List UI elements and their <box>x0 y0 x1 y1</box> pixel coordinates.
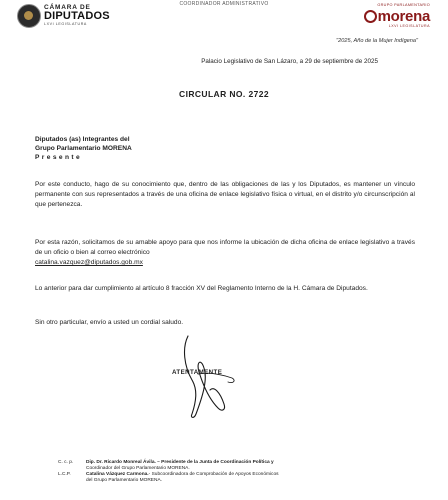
contact-email-link[interactable]: catalina.vazquez@diputados.gob.mx <box>35 259 143 266</box>
ccp-name-1: Dip. Dr. Ricardo Monreal Ávila. – Presidente de la Junta de Coordinación Política y <box>86 460 274 465</box>
camara-logo-main: DIPUTADOS <box>44 10 110 23</box>
addressee-line1: Diputados (as) Integrantes del <box>35 136 130 143</box>
header-top-label: COORDINADOR ADMINISTRATIVO <box>179 1 269 7</box>
ccp-line-2b: del Grupo Parlamentario MORENA. <box>86 478 162 483</box>
chamber-seal-icon <box>17 4 41 28</box>
ccp-role-2: - Subcoordinadora de Comprobación de Apoyos Económicos <box>148 472 279 477</box>
morena-logo-sub: LXVI LEGISLATURA <box>388 23 430 28</box>
circular-number: CIRCULAR NO. 2722 <box>179 89 269 99</box>
camara-diputados-logo <box>17 4 110 28</box>
closing-atentamente: ATENTAMENTE <box>172 369 223 376</box>
addressee-block <box>35 135 132 162</box>
morena-logo-top: GRUPO PARLAMENTARIO <box>377 3 430 7</box>
camara-logo-text <box>44 5 110 27</box>
place-date: Palacio Legislativo de San Lázaro, a 29 de septiembre de 2025 <box>201 58 378 65</box>
camara-logo-sub: LXVI LEGISLATURA <box>44 22 87 27</box>
ccp-block <box>58 460 279 484</box>
body-paragraph-3: Lo anterior para dar cumplimiento al artículo 8 fracción XV del Reglamento Interno de la H. Cámara de Diputados. <box>35 285 368 292</box>
year-motto: "2025, Año de la Mujer Indígena" <box>336 38 418 44</box>
body-paragraph-2-text: Por esta razón, solicitamos de su amable apoyo para que nos informe la ubicación de dicha oficina de enlace legislativo a través de un oficio o bien al correo electrónico <box>35 239 415 256</box>
morena-logo <box>364 4 430 28</box>
ccp-tag-2: L.C.P. <box>58 472 71 477</box>
body-paragraph-2 <box>35 238 415 268</box>
body-paragraph-1: Por este conducto, hago de su conocimiento que, dentro de las obligaciones de las y los Diputados, es mantener un vínculo permanente con sus representados a través de una oficina de enlace legislativo física o virtual, en el distrito y/o circunscripción al que pertenezca. <box>35 181 415 208</box>
morena-logo-icon <box>364 10 377 23</box>
camara-logo-top: CÁMARA DE <box>44 3 91 11</box>
ccp-line-1b: Coordinador del Grupo Parlamentario MORENA. <box>86 466 190 471</box>
addressee-presente: Presente <box>35 154 83 161</box>
body-paragraph-4: Sin otro particular, envío a usted un cordial saludo. <box>35 319 184 326</box>
ccp-tag-1: C. c. p. <box>58 460 74 465</box>
morena-logo-row <box>364 9 430 24</box>
ccp-name-2: Catalina Vázquez Carmona. <box>86 472 149 477</box>
morena-logo-main: morena <box>377 7 430 25</box>
addressee-line2: Grupo Parlamentario MORENA <box>35 145 132 152</box>
